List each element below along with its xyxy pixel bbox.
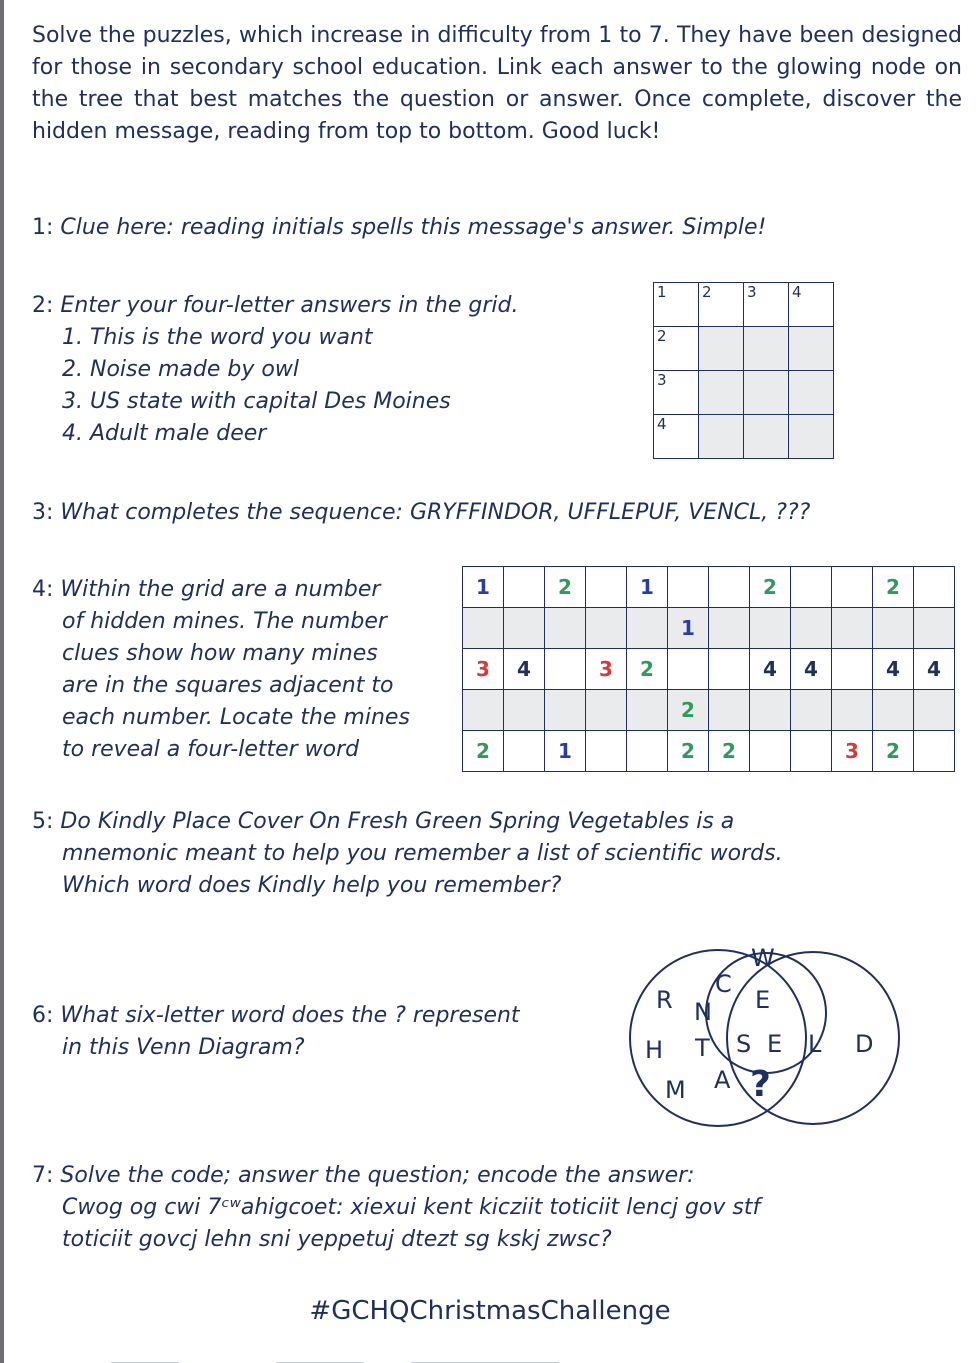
- mine-grid-cell[interactable]: [873, 690, 914, 731]
- puzzle-2-clue: 2. Noise made by owl: [62, 357, 299, 382]
- venn-letter: E: [767, 1030, 783, 1058]
- puzzle-2-clue: 1. This is the word you want: [62, 325, 373, 350]
- grid-cell[interactable]: [699, 327, 744, 371]
- mine-grid-cell[interactable]: [750, 690, 791, 731]
- mine-grid-row: [463, 649, 955, 690]
- puzzle-1-text: Clue here: reading initials spells this message's answer. Simple!: [60, 215, 767, 240]
- mine-grid-cell[interactable]: 4: [750, 649, 791, 690]
- puzzle-4-line: are in the squares adjacent to: [62, 673, 394, 698]
- mine-grid-cell[interactable]: 3: [586, 649, 627, 690]
- mine-grid-cell[interactable]: [668, 649, 709, 690]
- mine-grid-cell[interactable]: 2: [627, 649, 668, 690]
- mine-grid-cell[interactable]: [914, 690, 955, 731]
- mine-grid-cell[interactable]: [750, 608, 791, 649]
- grid-cell[interactable]: [789, 415, 834, 459]
- puzzle-4-line: of hidden mines. The number: [62, 609, 387, 634]
- mine-grid-cell[interactable]: [791, 690, 832, 731]
- venn-letter: H: [645, 1036, 664, 1064]
- puzzle-2: [32, 290, 518, 450]
- grid-cell[interactable]: [744, 371, 789, 415]
- grid-cell[interactable]: [654, 283, 699, 327]
- puzzle-2-text: Enter your four-letter answers in the grid.: [60, 293, 519, 318]
- window-edge: [0, 0, 4, 1363]
- mine-grid-cell[interactable]: [545, 690, 586, 731]
- puzzle-4: [32, 574, 410, 766]
- puzzle-6-number: 6:: [32, 1003, 54, 1028]
- mine-grid-cell[interactable]: 4: [791, 649, 832, 690]
- mine-grid-cell[interactable]: [463, 690, 504, 731]
- minesweeper-grid: [462, 566, 955, 772]
- mine-grid-cell[interactable]: 1: [463, 567, 504, 608]
- puzzle-5-number: 5:: [32, 809, 54, 834]
- mine-grid-cell[interactable]: [504, 567, 545, 608]
- puzzle-2-clue: 3. US state with capital Des Moines: [62, 389, 451, 414]
- grid-cell[interactable]: [654, 371, 699, 415]
- puzzle-7-line: Solve the code; answer the question; encode the answer:: [60, 1163, 695, 1188]
- grid-cell[interactable]: [699, 371, 744, 415]
- mine-grid-cell[interactable]: [791, 731, 832, 772]
- mine-grid-cell[interactable]: [545, 608, 586, 649]
- mine-grid-cell[interactable]: 1: [627, 567, 668, 608]
- venn-letter: T: [695, 1034, 710, 1062]
- grid-cell[interactable]: [744, 283, 789, 327]
- grid-label: 3: [657, 371, 667, 389]
- puzzle-7-number: 7:: [32, 1163, 54, 1188]
- mine-grid-cell[interactable]: 2: [873, 567, 914, 608]
- venn-letter: E: [755, 986, 771, 1014]
- mine-grid-cell[interactable]: 4: [504, 649, 545, 690]
- mine-grid-cell[interactable]: [709, 649, 750, 690]
- grid-label: 4: [657, 415, 667, 433]
- mine-grid-cell[interactable]: [914, 608, 955, 649]
- grid-label: 3: [747, 283, 757, 301]
- puzzle-5-line: mnemonic meant to help you remember a list of scientific words.: [62, 841, 783, 866]
- grid-cell[interactable]: [789, 283, 834, 327]
- mine-grid-cell[interactable]: 2: [668, 731, 709, 772]
- mine-grid-cell[interactable]: 2: [873, 731, 914, 772]
- mine-grid-cell[interactable]: [504, 608, 545, 649]
- mine-grid-row: [463, 690, 955, 731]
- mine-grid-cell[interactable]: [586, 608, 627, 649]
- grid-cell[interactable]: [699, 283, 744, 327]
- mine-grid-cell[interactable]: [832, 567, 873, 608]
- puzzle-7-line: Cwog og cwi 7ᶜʷahigcoet: xiexui kent kicziit toticiit lencj gov stf: [62, 1195, 761, 1220]
- mine-grid-cell[interactable]: [791, 608, 832, 649]
- puzzle-2-number: 2:: [32, 293, 54, 318]
- venn-letter: M: [665, 1076, 686, 1104]
- mine-grid-cell[interactable]: 1: [668, 608, 709, 649]
- hashtag: #GCHQChristmasChallenge: [309, 1296, 671, 1326]
- mine-grid-cell[interactable]: [750, 731, 791, 772]
- mine-grid-cell[interactable]: [504, 731, 545, 772]
- mine-grid-cell[interactable]: [709, 690, 750, 731]
- venn-diagram: [628, 938, 908, 1133]
- intro-paragraph: Solve the puzzles, which increase in difficulty from 1 to 7. They have been designed for those in secondary school education. Link each answer to the glowing node on the tree that best matches the question or answer. Once complete, discover the hidden message, reading from top to bottom. Good luck!: [32, 23, 962, 144]
- grid-cell[interactable]: [654, 327, 699, 371]
- mine-grid-cell[interactable]: [545, 649, 586, 690]
- puzzle-4-line: Within the grid are a number: [60, 577, 381, 602]
- puzzle-5-line: Which word does Kindly help you remember?: [62, 873, 562, 898]
- grid-cell[interactable]: [789, 371, 834, 415]
- grid-cell[interactable]: [699, 415, 744, 459]
- mine-grid-row: [463, 608, 955, 649]
- mine-grid-cell[interactable]: 3: [832, 731, 873, 772]
- footer-cropped: [90, 1352, 690, 1363]
- puzzle-5-line: Do Kindly Place Cover On Fresh Green Spring Vegetables is a: [60, 809, 735, 834]
- puzzle-7: [32, 1160, 760, 1256]
- venn-letter: N: [694, 998, 712, 1026]
- mine-grid-cell[interactable]: [463, 608, 504, 649]
- puzzle-2-clue: 4. Adult male deer: [62, 421, 267, 446]
- mine-grid-cell[interactable]: [914, 567, 955, 608]
- mine-grid-row: [463, 731, 955, 772]
- mine-grid-cell[interactable]: 2: [545, 567, 586, 608]
- venn-letter: R: [656, 986, 673, 1014]
- grid-cell[interactable]: [744, 327, 789, 371]
- mine-grid-cell[interactable]: 2: [709, 731, 750, 772]
- mine-grid-cell[interactable]: [832, 608, 873, 649]
- mine-grid-cell[interactable]: [586, 731, 627, 772]
- puzzle-4-number: 4:: [32, 577, 54, 602]
- grid-label: 1: [657, 283, 667, 301]
- mine-grid-cell[interactable]: [627, 608, 668, 649]
- puzzle-6-line: in this Venn Diagram?: [62, 1035, 305, 1060]
- mine-grid-cell[interactable]: [832, 690, 873, 731]
- puzzle-3-text: What completes the sequence: GRYFFINDOR, UFFLEPUF, VENCL, ???: [60, 500, 811, 525]
- mine-grid-cell[interactable]: [504, 690, 545, 731]
- mine-grid-cell[interactable]: [873, 608, 914, 649]
- puzzle-1: [32, 212, 766, 244]
- grid-cell[interactable]: [789, 327, 834, 371]
- puzzle-6-line: What six-letter word does the ? represent: [60, 1003, 520, 1028]
- puzzle-4-line: each number. Locate the mines: [62, 705, 410, 730]
- puzzle-6: [32, 1000, 520, 1064]
- mine-grid-cell[interactable]: 2: [463, 731, 504, 772]
- mine-grid-cell[interactable]: 4: [914, 649, 955, 690]
- puzzle-3: [32, 497, 810, 529]
- mine-grid-cell[interactable]: 2: [750, 567, 791, 608]
- mine-grid-cell[interactable]: [668, 567, 709, 608]
- venn-letter: D: [855, 1030, 874, 1058]
- mine-grid-cell[interactable]: [586, 690, 627, 731]
- grid-cell[interactable]: [654, 415, 699, 459]
- venn-letter: A: [714, 1066, 731, 1094]
- mine-grid-cell[interactable]: [791, 567, 832, 608]
- word-square-grid: [653, 282, 834, 459]
- mine-grid-cell[interactable]: 3: [463, 649, 504, 690]
- mine-grid-cell[interactable]: 2: [668, 690, 709, 731]
- puzzle-5: [32, 806, 783, 902]
- mine-grid-cell[interactable]: [627, 690, 668, 731]
- puzzle-4-line: to reveal a four-letter word: [62, 737, 360, 762]
- mine-grid-cell[interactable]: [832, 649, 873, 690]
- mine-grid-row: [463, 567, 955, 608]
- puzzle-4-line: clues show how many mines: [62, 641, 378, 666]
- grid-label: 4: [792, 283, 802, 301]
- venn-letter: S: [736, 1030, 752, 1058]
- mine-grid-cell[interactable]: 4: [873, 649, 914, 690]
- mine-grid-cell[interactable]: [709, 608, 750, 649]
- venn-question-mark: ?: [750, 1064, 771, 1105]
- mine-grid-cell[interactable]: [627, 731, 668, 772]
- venn-letter: W: [751, 944, 775, 972]
- grid-label: 2: [657, 327, 667, 345]
- puzzle-1-number: 1:: [32, 215, 54, 240]
- puzzle-3-number: 3:: [32, 500, 54, 525]
- grid-label: 2: [702, 283, 712, 301]
- mine-grid-cell[interactable]: [709, 567, 750, 608]
- puzzle-7-line: toticiit govcj lehn sni yeppetuj dtezt sg kskj zwsc?: [62, 1227, 612, 1252]
- venn-letter: L: [808, 1030, 822, 1058]
- grid-cell[interactable]: [744, 415, 789, 459]
- mine-grid-cell[interactable]: [586, 567, 627, 608]
- venn-letter: C: [715, 970, 732, 998]
- mine-grid-cell[interactable]: 1: [545, 731, 586, 772]
- mine-grid-cell[interactable]: [914, 731, 955, 772]
